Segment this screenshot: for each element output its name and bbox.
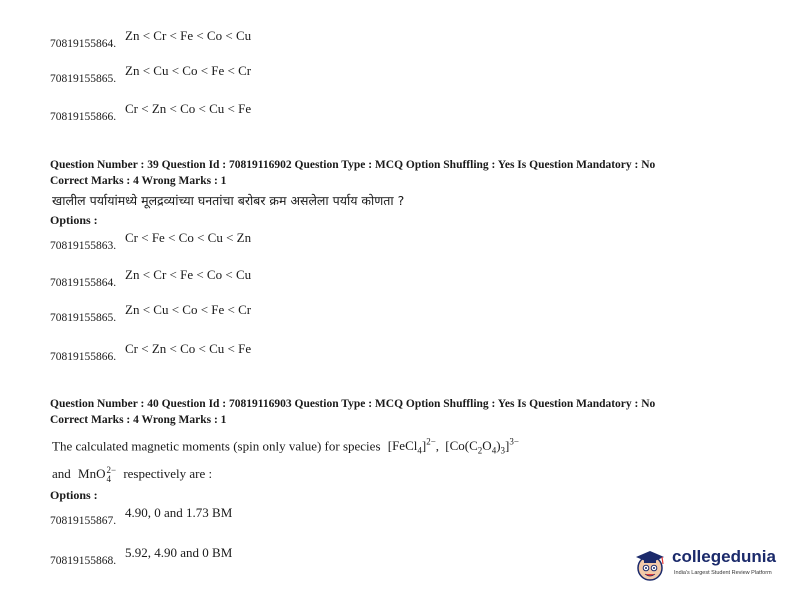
formula-part: MnO — [78, 466, 106, 481]
option-id: 70819155865. — [50, 73, 117, 85]
formula-part: [Co(C — [445, 438, 478, 454]
formula-sub: 4 — [417, 445, 422, 456]
formula-part: O — [482, 438, 492, 454]
graduate-mascot-icon — [632, 547, 668, 583]
option-id: 70819155866. — [50, 351, 117, 363]
option-id: 70819155868. — [50, 555, 117, 567]
option-id: 70819155865. — [50, 312, 117, 324]
options-label: Options : — [50, 213, 98, 227]
brand-tagline: India's Largest Student Review Platform — [674, 570, 772, 576]
formula-sub: 2 — [477, 445, 483, 456]
option-text: Zn < Cr < Fe < Co < Cu — [125, 267, 252, 282]
option-id: 70819155867. — [50, 515, 117, 527]
option-text: Zn < Cr < Fe < Co < Cu — [125, 28, 252, 43]
question-39-header — [50, 157, 655, 189]
formula-part: [FeCl — [387, 438, 418, 454]
option-text: Cr < Fe < Co < Cu < Zn — [125, 230, 252, 245]
formula-sub: 4 — [491, 445, 497, 456]
option-text: Zn < Cu < Co < Fe < Cr — [125, 63, 252, 78]
question-marks-line: Correct Marks : 4 Wrong Marks : 1 — [50, 414, 227, 426]
line2-prefix: and — [52, 466, 71, 481]
option-id: 70819155864. — [50, 38, 117, 50]
option-id: 70819155864. — [50, 277, 117, 289]
species-fecl4 — [387, 437, 436, 456]
question-meta-line: Question Number : 40 Question Id : 70819116903 Question Type : MCQ Option Shuffling : Yes Is Question Mandatory : No — [50, 398, 656, 410]
formula-part: ] — [421, 438, 427, 454]
question-40-text-line1 — [52, 437, 519, 456]
separator: , — [435, 438, 440, 454]
question-prefix: The calculated magnetic moments (spin only value) for species — [52, 438, 381, 454]
question-40-text-line2 — [52, 466, 212, 484]
question-marks-line: Correct Marks : 4 Wrong Marks : 1 — [50, 175, 227, 187]
option-text: 5.92, 4.90 and 0 BM — [125, 545, 233, 560]
collegedunia-watermark — [628, 543, 776, 587]
brand-name: collegedunia — [672, 547, 776, 566]
formula-sub: 3 — [500, 445, 506, 456]
formula-script-stack — [106, 466, 116, 484]
option-id: 70819155863. — [50, 240, 117, 252]
formula-part: ] — [505, 438, 510, 454]
question-40-header — [50, 396, 655, 428]
option-id: 70819155866. — [50, 111, 117, 123]
option-text: Cr < Zn < Co < Cu < Fe — [125, 101, 252, 116]
formula-charge: 3− — [509, 437, 519, 447]
formula-part: ) — [496, 438, 501, 454]
options-label: Options : — [50, 488, 98, 502]
option-text: 4.90, 0 and 1.73 BM — [125, 505, 233, 520]
question-39-text: खालील पर्यायांमध्ये मूलद्रव्यांच्या घनतांचा बरोबर क्रम असलेला पर्याय कोणता ? — [52, 193, 405, 208]
question-meta-line: Question Number : 39 Question Id : 70819116902 Question Type : MCQ Option Shuffling : Yes Is Question Mandatory : No — [50, 159, 656, 171]
formula-charge: 2− — [426, 437, 436, 447]
species-cooxalate — [445, 437, 519, 456]
formula-charge: 2− — [106, 465, 117, 476]
option-text: Zn < Cu < Co < Fe < Cr — [125, 302, 252, 317]
formula-sub: 4 — [106, 474, 111, 485]
species-mno4 — [78, 466, 116, 484]
option-text: Cr < Zn < Co < Cu < Fe — [125, 341, 252, 356]
line2-suffix: respectively are : — [123, 466, 213, 481]
